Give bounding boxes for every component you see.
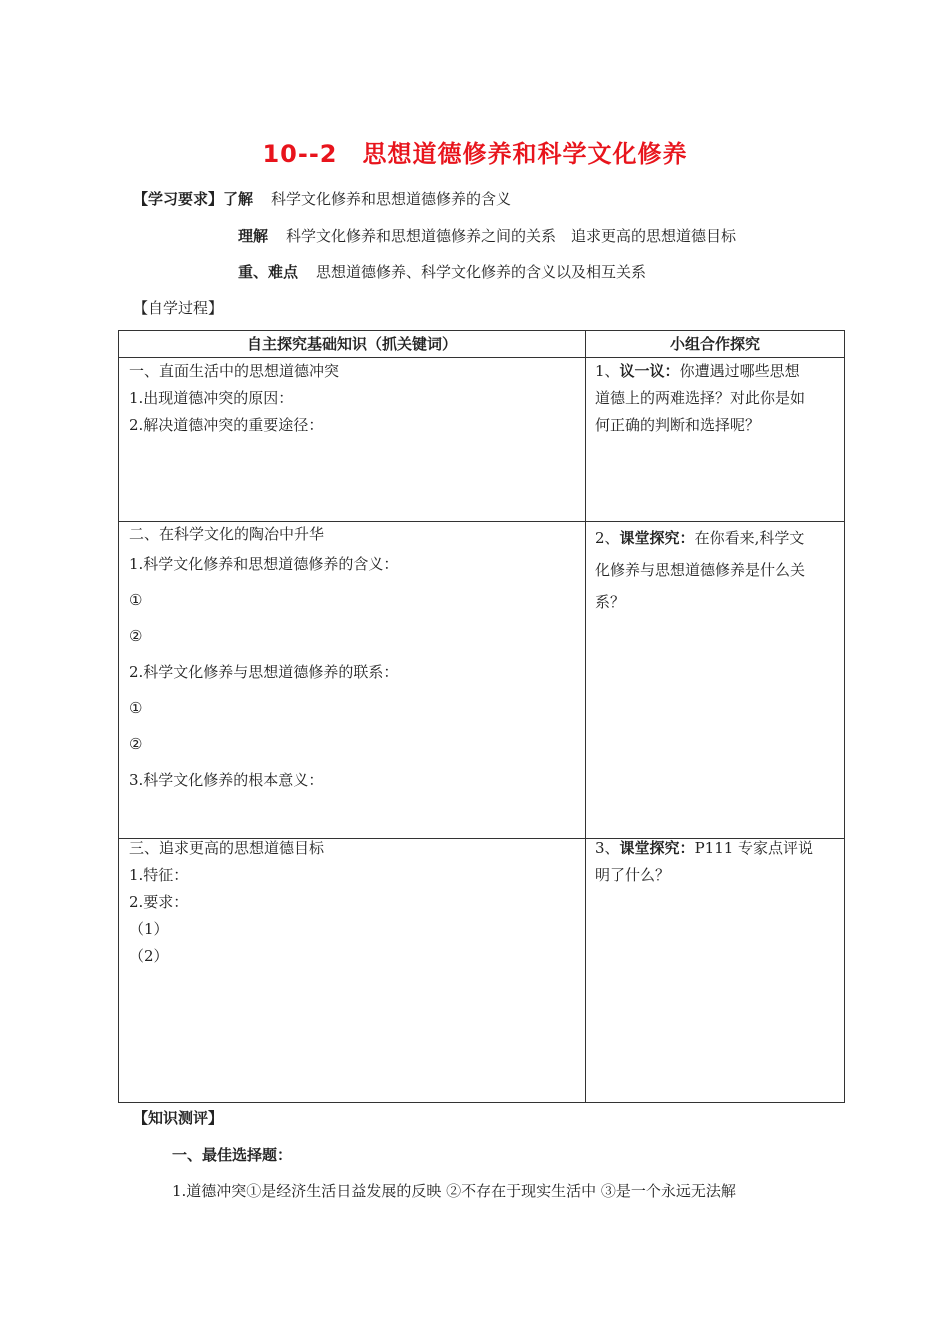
learning-requirements <box>133 188 511 209</box>
row2-right-label: 课堂探究： <box>619 529 695 547</box>
understand-text: 科学文化修养和思想道德修养的含义 <box>271 190 512 208</box>
self-study-heading: 【自学过程】 <box>133 299 224 317</box>
understand-label: 了解 <box>223 190 254 208</box>
row1-item: 1.出现道德冲突的原因： <box>129 389 294 407</box>
right-column-header: 小组合作探究 <box>669 335 760 353</box>
row3-item: （2） <box>129 947 169 965</box>
row2-right-text: 在你看来,科学文 <box>694 529 805 547</box>
row1-right-label: 议一议： <box>619 362 680 380</box>
row3-item: 1.特征： <box>129 866 189 884</box>
row2-item: ② <box>129 735 143 753</box>
row3-right-cell <box>595 835 840 889</box>
row2-item: 2.科学文化修养与思想道德修养的联系： <box>129 663 399 681</box>
row3-right-num: 3、 <box>595 839 620 857</box>
row2-item: 3.科学文化修养的根本意义： <box>129 771 324 789</box>
row3-left-cell <box>129 835 324 970</box>
row3-right-text: 明了什么？ <box>595 866 671 884</box>
comprehend-line <box>238 225 736 246</box>
row2-right-num: 2、 <box>595 529 620 547</box>
question-1: 1.道德冲突①是经济生活日益发展的反映 ②不存在于现实生活中 ③是一个永远无法解 <box>172 1182 736 1200</box>
row1-heading: 一、直面生活中的思想道德冲突 <box>129 362 340 380</box>
row1-right-text: 何正确的判断和选择呢？ <box>595 416 761 434</box>
requirements-label: 【学习要求】 <box>133 190 224 208</box>
section1-heading: 一、最佳选择题： <box>172 1146 293 1164</box>
row2-right-text: 系？ <box>595 593 626 611</box>
row2-right-text: 化修养与思想道德修养是什么关 <box>595 561 806 579</box>
row1-right-num: 1、 <box>595 362 620 380</box>
row2-item: ① <box>129 699 143 717</box>
row2-item: ① <box>129 591 143 609</box>
row3-item: （1） <box>129 920 169 938</box>
row2-item: 1.科学文化修养和思想道德修养的含义： <box>129 555 399 573</box>
row1-left-cell <box>129 358 339 439</box>
row3-right-label: 课堂探究： <box>619 839 695 857</box>
page-title: 10--2 思想道德修养和科学文化修养 <box>262 140 688 168</box>
row1-item: 2.解决道德冲突的重要途径： <box>129 416 324 434</box>
study-table <box>118 330 845 1103</box>
row3-item: 2.要求： <box>129 893 189 911</box>
row3-heading: 三、追求更高的思想道德目标 <box>129 839 325 857</box>
key-label: 重、难点 <box>238 263 299 281</box>
row1-right-text: 你遭遇过哪些思想 <box>679 362 800 380</box>
row2-right-cell <box>595 522 840 618</box>
row1-right-cell <box>595 358 840 439</box>
row2-heading: 二、在科学文化的陶冶中升华 <box>129 525 325 543</box>
comprehend-label: 理解 <box>238 227 269 245</box>
row2-item: ② <box>129 627 143 645</box>
left-column-header: 自主探究基础知识（抓关键词） <box>246 335 457 353</box>
comprehend-text: 科学文化修养和思想道德修养之间的关系 追求更高的思想道德目标 <box>286 227 737 245</box>
assessment-heading: 【知识测评】 <box>133 1109 224 1127</box>
row2-left-cell <box>129 522 398 798</box>
column-divider <box>585 331 586 1102</box>
key-points-line <box>238 261 646 282</box>
row3-right-text: P111 专家点评说 <box>694 839 814 857</box>
row1-right-text: 道德上的两难选择？对此你是如 <box>595 389 806 407</box>
key-text: 思想道德修养、科学文化修养的含义以及相互关系 <box>316 263 647 281</box>
